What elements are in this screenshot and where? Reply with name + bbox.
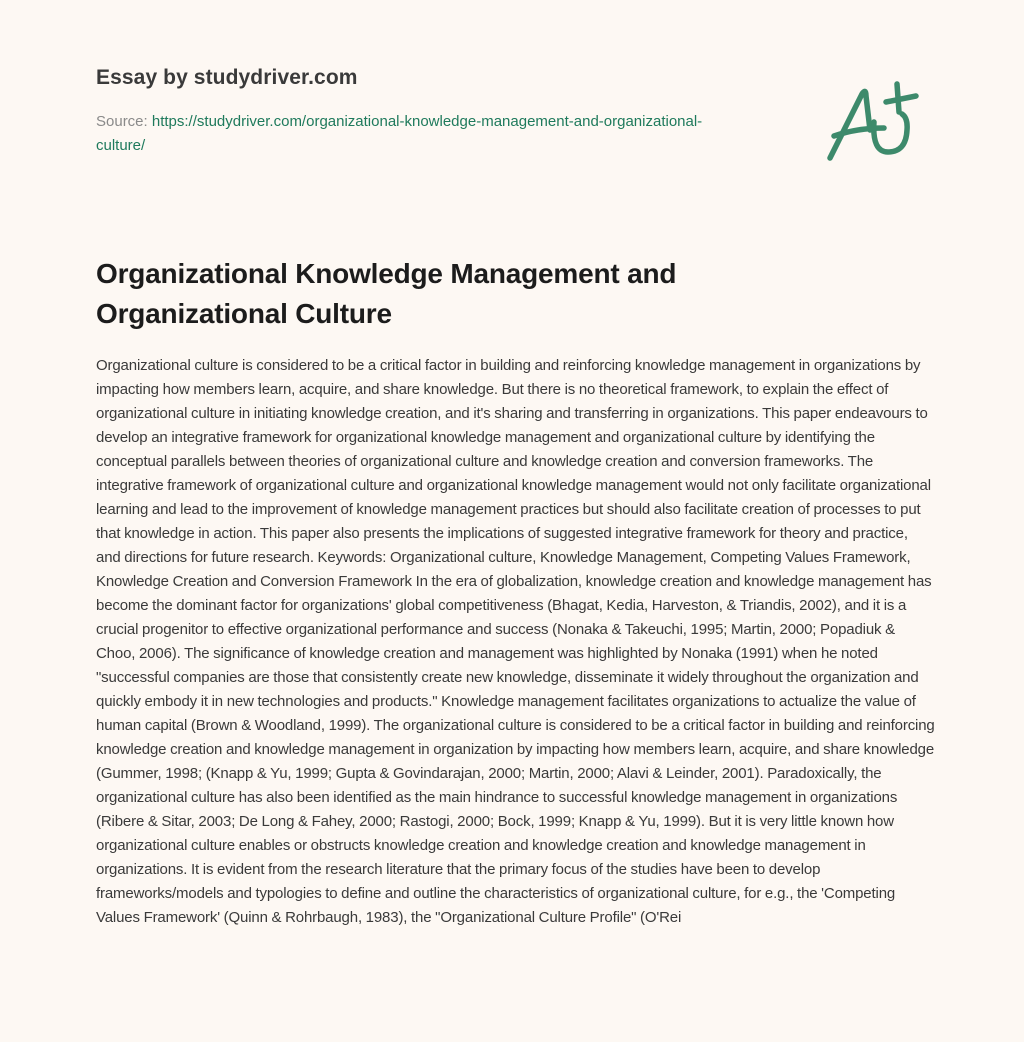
essay-header <box>96 62 736 158</box>
a-plus-grade-icon <box>822 70 932 170</box>
article-body: Organizational culture is considered to be a critical factor in building and reinforcing knowledge management in organizations by impacting how members learn, acquire, and share knowledge. But there is no theoretical framework, to explain the effect of organizational culture in initiating knowledge creation, and it's sharing and transferring in organizations. This paper endeavours to develop an integrative framework for organizational knowledge management and organizational culture by identifying the conceptual parallels between theories of organizational culture and knowledge creation and conversion frameworks. The integrative framework of organizational culture and organizational knowledge management would not only facilitate organizational learning and lead to the improvement of knowledge management practices but should also facilitate creation of processes to put that knowledge in action. This paper also presents the implications of suggested integrative framework for theory and practice, and directions for future research. Keywords: Organizational culture, Knowledge Management, Competing Values Framework, Knowledge Creation and Conversion Framework In the era of globalization, knowledge creation and knowledge management has become the dominant factor for organizations' global competitiveness (Bhagat, Kedia, Harveston, & Triandis, 2002), and it is a crucial progenitor to effective organizational performance and success (Nonaka & Takeuchi, 1995; Martin, 2000; Popadiuk & Choo, 2006). The significance of knowledge creation and management was highlighted by Nonaka (1991) when he noted "successful companies are those that consistently create new knowledge, disseminate it widely throughout the organization and quickly embody it in new technologies and products." Knowledge management facilitates organizations to actualize the value of human capital (Brown & Woodland, 1999). The organizational culture is considered to be a critical factor in building and reinforcing knowledge creation and knowledge management in organization by impacting how members learn, acquire, and share knowledge (Gummer, 1998; (Knapp & Yu, 1999; Gupta & Govindarajan, 2000; Martin, 2000; Alavi & Leinder, 2001). Paradoxically, the organizational culture has also been identified as the main hindrance to successful knowledge management in organizations (Ribere & Sitar, 2003; De Long & Fahey, 2000; Rastogi, 2000; Bock, 1999; Knapp & Yu, 1999). But it is very little known how organizational culture enables or obstructs knowledge creation and knowledge creation and knowledge management in organizations. It is evident from the research literature that the primary focus of the studies have been to develop frameworks/models and typologies to define and outline the characteristics of organizational culture, for e.g., the 'Competing Values Framework' (Quinn & Rohrbaugh, 1983), the "Organizational Culture Profile" (O'Rei <box>96 357 935 926</box>
source-link[interactable]: https://studydriver.com/organizational-knowledge-management-and-organizational-culture/ <box>96 113 703 154</box>
source-label: Source: <box>96 113 152 130</box>
article-title: Organizational Knowledge Management and Organizational Culture <box>96 258 677 329</box>
source-line <box>96 110 736 158</box>
brand-title: Essay by studydriver.com <box>96 66 358 89</box>
